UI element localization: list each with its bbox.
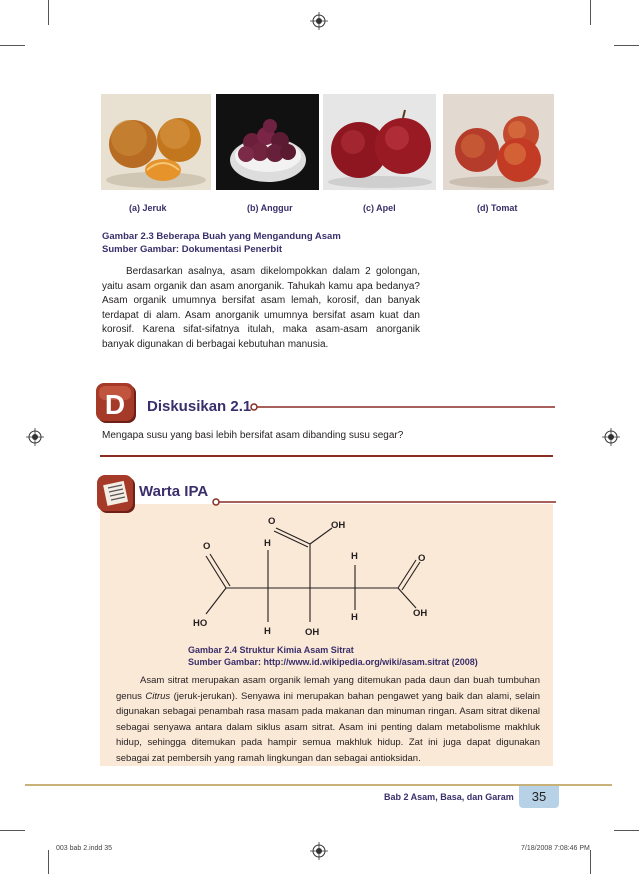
caption-anggur: (b) Anggur bbox=[247, 203, 293, 213]
label-h-top-left: H bbox=[264, 538, 271, 549]
body-paragraph: Berdasarkan asalnya, asam dikelompokkan dalam 2 golongan, yaitu asam organik dan asam anorganik. Tahukah kamu apa bedanya? Asam organik umumnya bersifat asam lemah, korosif, dan banyak terdapat di alam. Asam anorganik umumnya bersifat asam kuat dan korosif. Karena sifat-sifatnya itulah, maka asam-asam anorganik banyak digunakan di berbagai kebutuhan manusia. bbox=[102, 266, 420, 350]
citric-acid-structure bbox=[180, 510, 460, 640]
label-o-top: O bbox=[268, 516, 276, 527]
figure-title: Gambar 2.3 Beberapa Buah yang Mengandung Asam bbox=[102, 231, 341, 242]
label-h-bottom-left: H bbox=[264, 626, 271, 637]
warta-figure-source: Sumber Gambar: http://www.id.wikipedia.org/wiki/asam.sitrat (2008) bbox=[188, 657, 478, 667]
label-o-right: O bbox=[418, 553, 426, 564]
grape-photo bbox=[216, 94, 319, 190]
discussion-d-icon bbox=[95, 382, 141, 426]
label-o-left: O bbox=[203, 541, 211, 552]
warta-paragraph-start: Asam sitrat merupakan asam organik lemah yang ditemukan pada daun dan buah tumbuhan genus bbox=[116, 675, 540, 702]
caption-apel: (c) Apel bbox=[363, 203, 396, 213]
discussion-rule bbox=[250, 402, 555, 412]
warta-paragraph-rest: (jeruk-jerukan). Senyawa ini merupakan bahan pengawet yang baik dan alami, selain digunakan sebagai penambah rasa masam pada makanan dan minuman ringan. Asam sitrat dikenal sebagai senyawa antara dalam siklus asam sitrat. Asam ini penting dalam metabolisme makhluk hidup, sehingga ditemukan pada hampir semua makhluk hidup. Zat ini juga dapat digunakan sebagai zat pembersih yang ramah lingkungan dan sebagai antioksidan. bbox=[116, 690, 540, 764]
caption-tomat: (d) Tomat bbox=[477, 203, 518, 213]
caption-jeruk: (a) Jeruk bbox=[129, 203, 167, 213]
discussion-question: Mengapa susu yang basi lebih bersifat asam dibanding susu segar? bbox=[102, 430, 404, 441]
label-h-top-right: H bbox=[351, 551, 358, 562]
registration-mark-icon bbox=[310, 12, 328, 30]
label-ho-left: HO bbox=[193, 618, 208, 629]
newspaper-icon bbox=[96, 474, 140, 516]
warta-paragraph-italic: Citrus bbox=[145, 690, 171, 702]
registration-mark-icon bbox=[310, 842, 328, 860]
label-h-bottom-right: H bbox=[351, 612, 358, 623]
tomato-photo bbox=[443, 94, 554, 190]
registration-mark-icon bbox=[602, 428, 620, 446]
discussion-bottom-rule bbox=[100, 455, 553, 457]
apple-photo bbox=[323, 94, 436, 190]
slug-right: 7/18/2008 7:08:46 PM bbox=[521, 845, 590, 852]
slug-left: 003 bab 2.indd 35 bbox=[56, 845, 113, 852]
warta-figure-title: Gambar 2.4 Struktur Kimia Asam Sitrat bbox=[188, 645, 354, 655]
registration-mark-icon bbox=[26, 428, 44, 446]
label-oh-right: OH bbox=[413, 608, 428, 619]
discussion-d-letter: D bbox=[104, 389, 126, 420]
label-oh-bottom: OH bbox=[305, 627, 320, 638]
orange-photo bbox=[101, 94, 211, 190]
label-oh-top: OH bbox=[331, 520, 346, 531]
page-number: 35 bbox=[531, 789, 547, 804]
discussion-title: Diskusikan 2.1 bbox=[147, 398, 252, 415]
warta-paragraph bbox=[116, 673, 540, 766]
figure-source: Sumber Gambar: Dokumentasi Penerbit bbox=[102, 244, 283, 255]
footer-chapter: Bab 2 Asam, Basa, dan Garam bbox=[384, 792, 514, 802]
warta-rule bbox=[212, 497, 556, 507]
warta-title: Warta IPA bbox=[139, 483, 209, 500]
